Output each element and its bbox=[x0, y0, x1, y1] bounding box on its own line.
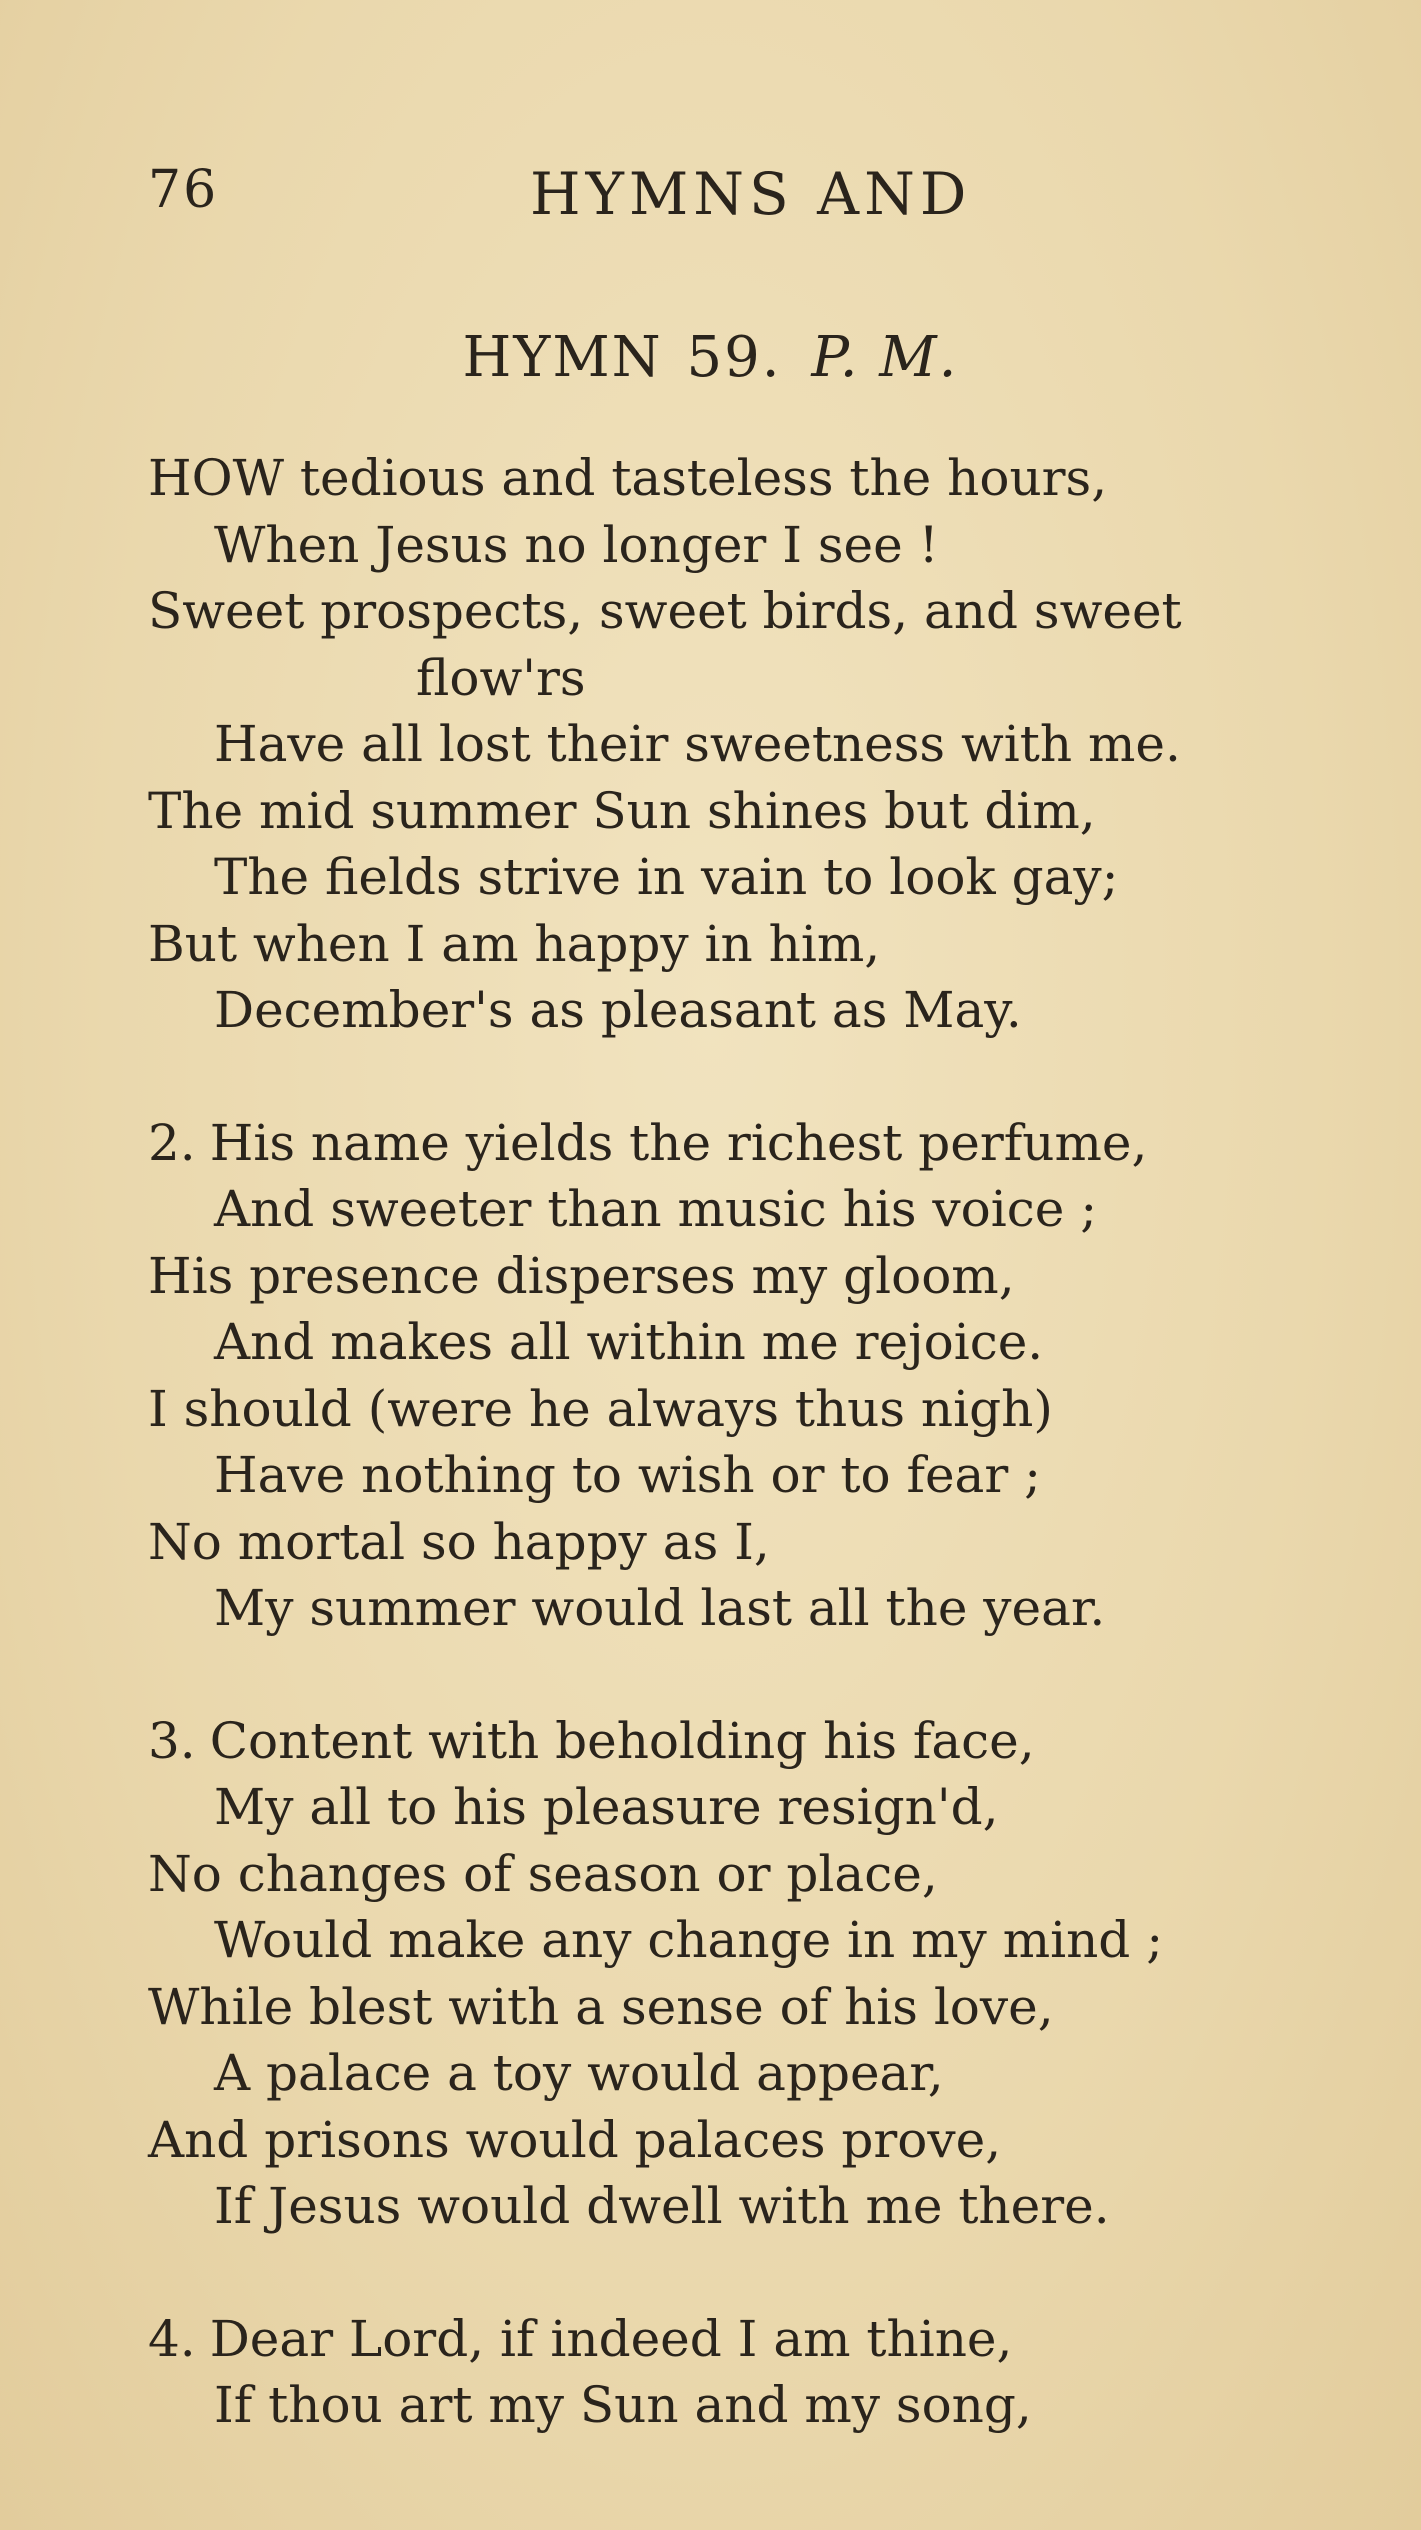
hymn-title bbox=[0, 325, 1421, 390]
verse-line: His presence disperses my gloom, bbox=[148, 1246, 1015, 1305]
verse-line: My all to his pleasure resign'd, bbox=[214, 1778, 999, 1836]
stanza-number: 4. bbox=[148, 2309, 196, 2368]
verse-line: When Jesus no longer I see ! bbox=[214, 515, 939, 574]
verse-line-text: Content with beholding his face, bbox=[209, 1711, 1035, 1770]
verse-line: I should (were he always thus nigh) bbox=[148, 1379, 1053, 1438]
hymn-title-label: HYMN bbox=[462, 325, 663, 390]
verse-line: If Jesus would dwell with me there. bbox=[214, 2177, 1110, 2235]
verse-line: If thou art my Sun and my song, bbox=[214, 2376, 1032, 2434]
stanza-number: 3. bbox=[148, 1711, 196, 1770]
verse-line: My summer would last all the year. bbox=[214, 1579, 1106, 1637]
verse-line: December's as pleasant as May. bbox=[214, 981, 1022, 1039]
stanza-1 bbox=[148, 445, 1388, 1044]
verse-line: Sweet prospects, sweet birds, and sweet bbox=[148, 582, 1182, 640]
hymn-text bbox=[148, 445, 1388, 2505]
verse-line: Would make any change in my mind ; bbox=[214, 1911, 1164, 1969]
verse-line-text: Dear Lord, if indeed I am thine, bbox=[209, 2309, 1013, 2368]
stanza-number: 2. bbox=[148, 1113, 196, 1172]
verse-line bbox=[148, 1708, 1388, 1775]
verse-line-text: His name yields the richest perfume, bbox=[209, 1113, 1148, 1172]
verse-line: And prisons would palaces prove, bbox=[148, 2110, 1002, 2169]
stanza-4 bbox=[148, 2306, 1388, 2439]
stanza-2 bbox=[148, 1110, 1388, 1642]
verse-line: Have nothing to wish or to fear ; bbox=[214, 1446, 1042, 1504]
verse-line: No mortal so happy as I, bbox=[148, 1512, 770, 1571]
verse-line: No changes of season or place, bbox=[148, 1844, 938, 1903]
verse-line bbox=[148, 1110, 1388, 1177]
verse-line bbox=[148, 2306, 1388, 2373]
stanza-3 bbox=[148, 1708, 1388, 2240]
verse-line: Have all lost their sweetness with me. bbox=[214, 715, 1181, 773]
verse-line: And makes all within me rejoice. bbox=[214, 1313, 1044, 1371]
page-number: 76 bbox=[148, 160, 219, 220]
running-head: HYMNS AND bbox=[530, 160, 972, 228]
verse-line: But when I am happy in him, bbox=[148, 914, 881, 973]
verse-line: The fields strive in vain to look gay; bbox=[214, 848, 1119, 906]
verse-line: While blest with a sense of his love, bbox=[148, 1977, 1054, 2036]
verse-line-turnover: flow'rs bbox=[416, 648, 586, 707]
page-header bbox=[0, 160, 1421, 240]
hymn-meter: P. M. bbox=[811, 325, 959, 390]
verse-line: HOW tedious and tasteless the hours, bbox=[148, 449, 1108, 507]
verse-line: The mid summer Sun shines but dim, bbox=[148, 781, 1096, 840]
verse-line: A palace a toy would appear, bbox=[214, 2044, 944, 2102]
verse-line: And sweeter than music his voice ; bbox=[214, 1180, 1098, 1238]
hymn-number: 59. bbox=[686, 325, 782, 390]
